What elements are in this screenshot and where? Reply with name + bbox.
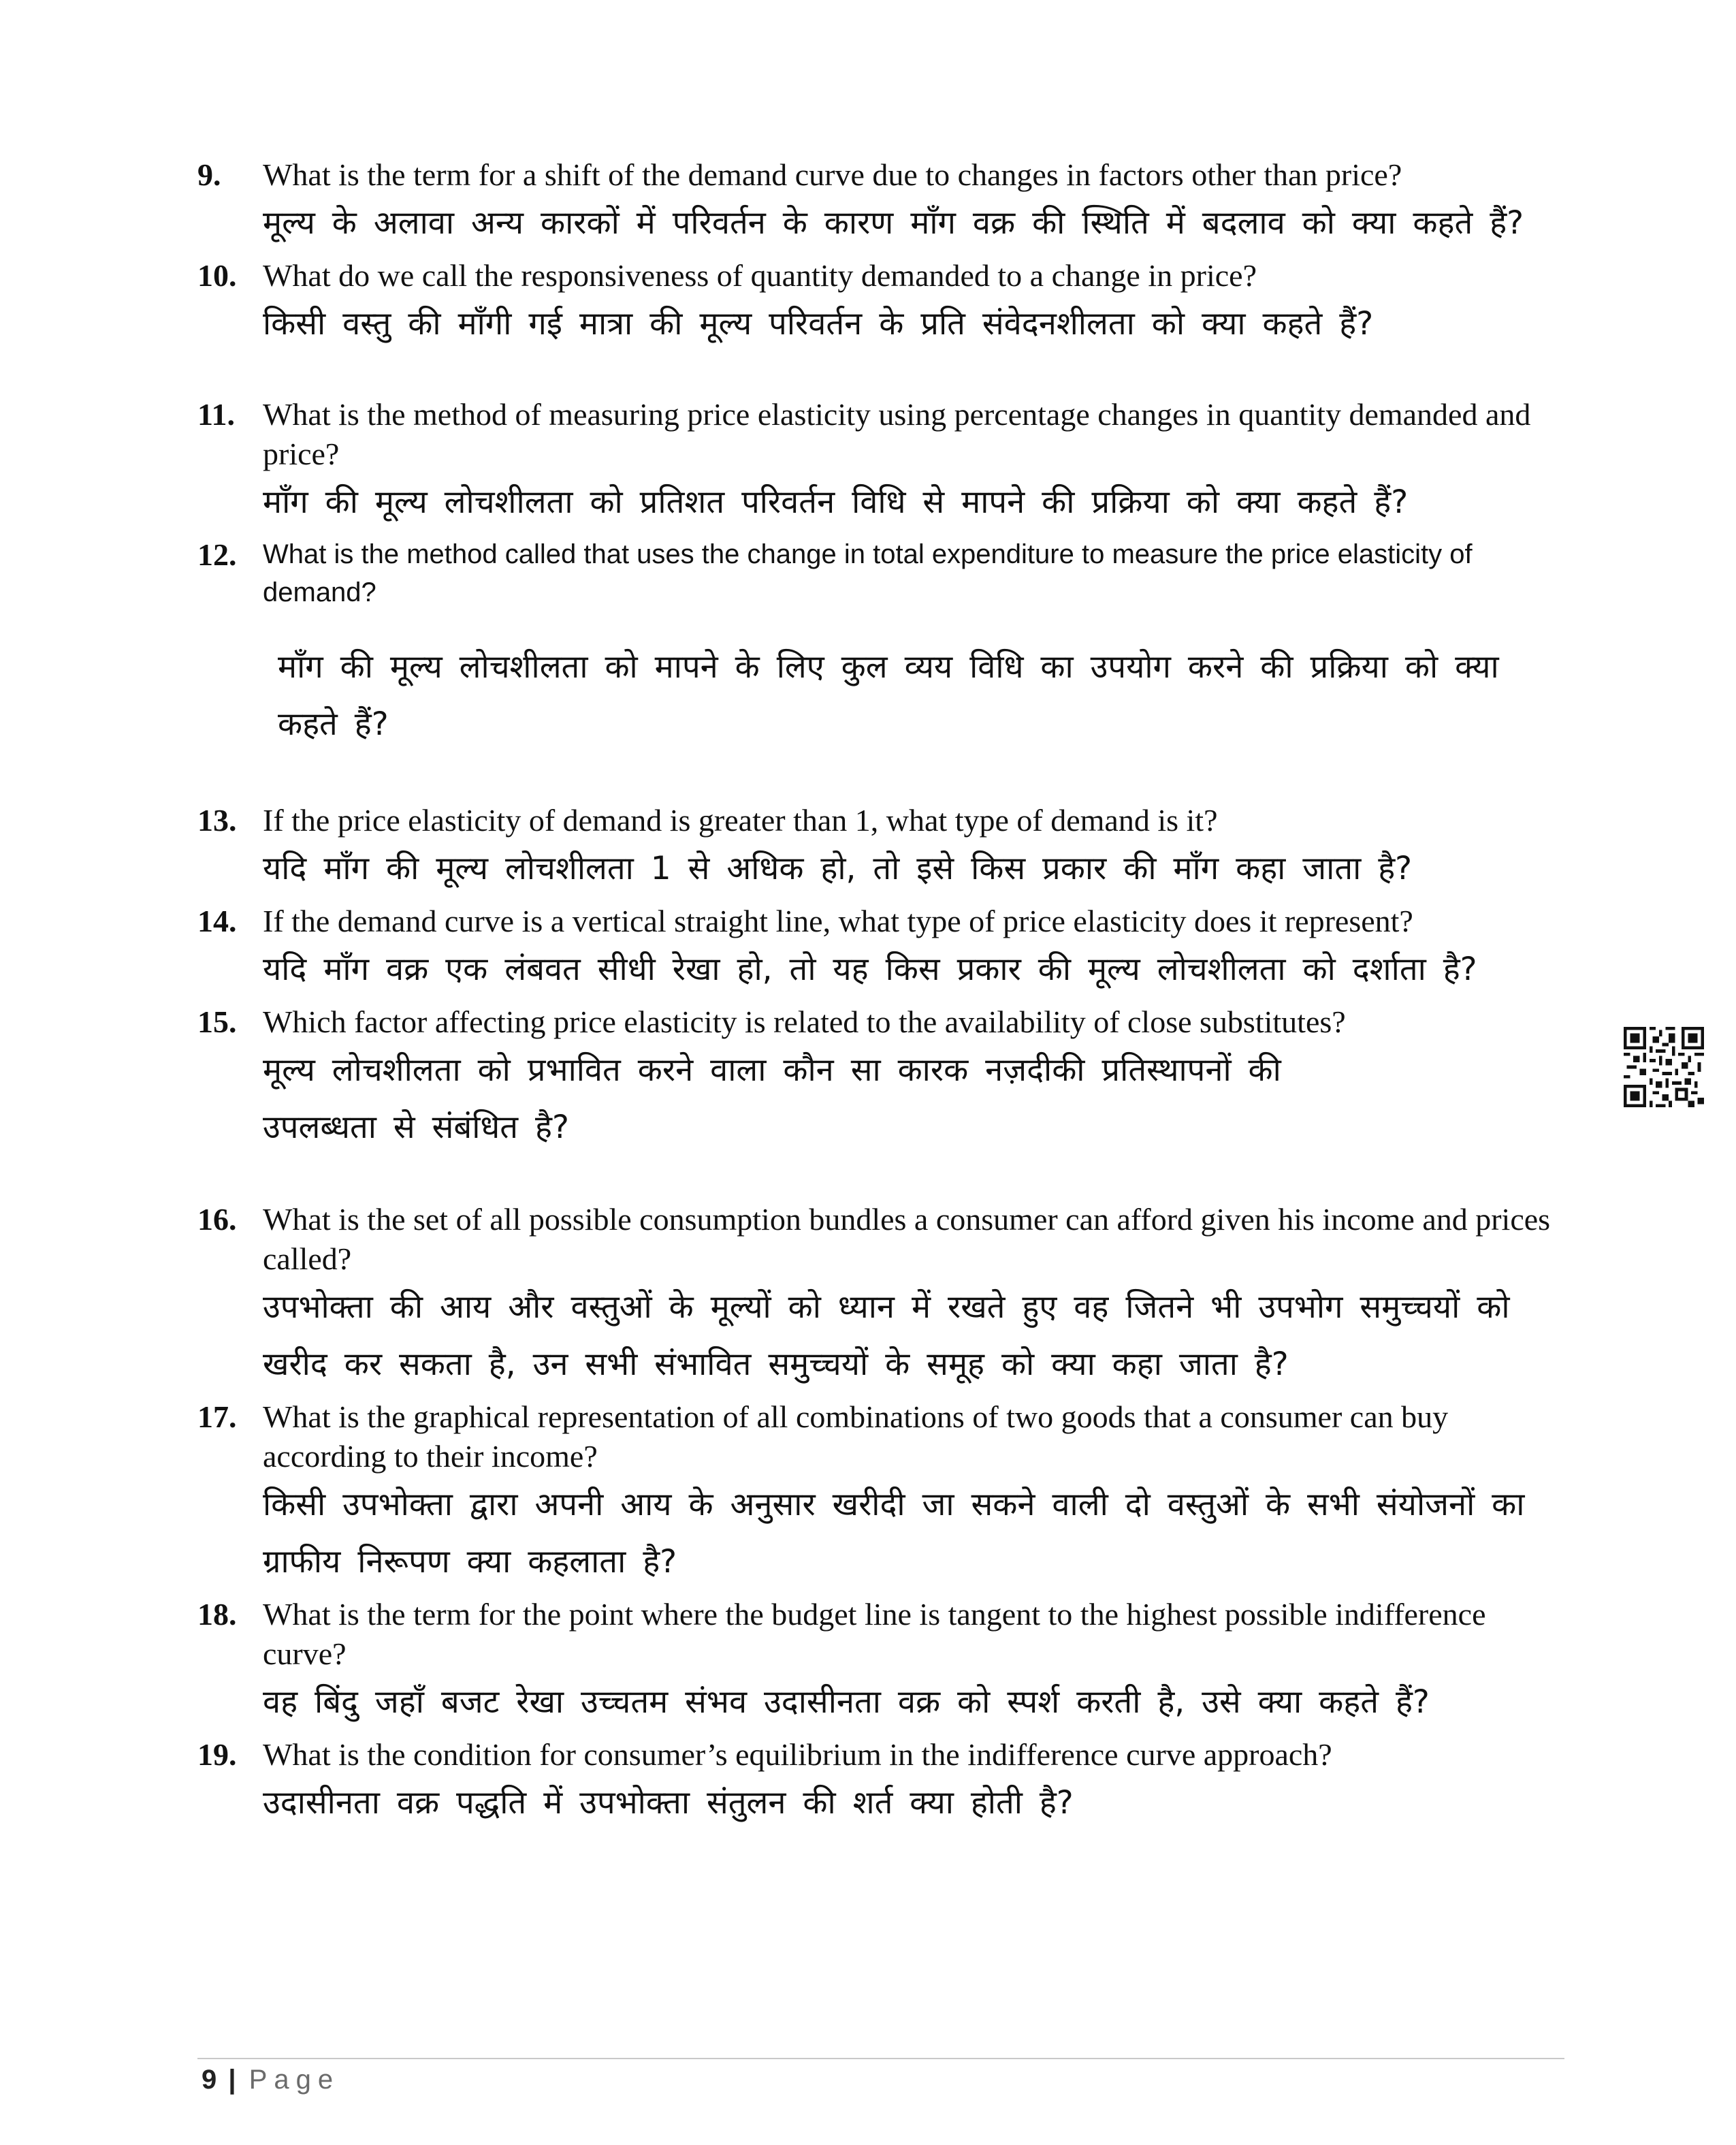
question-17 <box>197 1397 1559 1591</box>
question-text-english: What is the set of all possible consumption bundles a consumer can afford given his income and prices called? <box>263 1202 1551 1276</box>
question-text-hindi: यदि माँग की मूल्य लोचशीलता 1 से अधिक हो, तो इसे किस प्रकार की माँग कहा जाता है? <box>263 850 1413 887</box>
question-14 <box>197 902 1559 998</box>
question-number: 11. <box>197 397 235 432</box>
question-text-hindi: उपभोक्ता की आय और वस्तुओं के मूल्यों को ध्यान में रखते हुए वह जितने भी उपभोग समुच्चयों को खरीद कर सकता है, उन सभी संभावित समुच्चयों के समूह को क्या कहा जाता है? <box>263 1288 1510 1383</box>
question-text-english: Which factor affecting price elasticity is related to the availability of close substitutes? <box>263 1004 1346 1039</box>
question-16 <box>197 1200 1559 1393</box>
question-13 <box>197 801 1559 897</box>
question-text-hindi: मूल्य लोचशीलता को प्रभावित करने वाला कौन सा कारक नज़दीकी प्रतिस्थापनों की उपलब्धता से संबंधित है? <box>263 1051 1281 1146</box>
footer-divider <box>197 2058 1564 2059</box>
question-15 <box>197 1002 1559 1156</box>
page-footer <box>202 2061 340 2099</box>
question-text-hindi: यदि माँग वक्र एक लंबवत सीधी रेखा हो, तो यह किस प्रकार की मूल्य लोचशीलता को दर्शाता है? <box>263 951 1477 988</box>
page-number: 9 <box>202 2065 217 2095</box>
question-text-english: What is the graphical representation of all combinations of two goods that a consumer can buy according to their income? <box>263 1399 1449 1474</box>
question-text-hindi: वह बिंदु जहाँ बजट रेखा उच्चतम संभव उदासीनता वक्र को स्पर्श करती है, उसे क्या कहते हैं? <box>263 1683 1430 1721</box>
qr-code-icon <box>1624 1027 1704 1107</box>
question-text-english: What is the method called that uses the change in total expenditure to measure the price elasticity of demand? <box>263 539 1473 607</box>
question-18 <box>197 1595 1559 1731</box>
question-text-english: What is the method of measuring price elasticity using percentage changes in quantity demanded and price? <box>263 397 1531 471</box>
question-number: 19. <box>197 1737 237 1772</box>
question-text-hindi: माँग की मूल्य लोचशीलता को मापने के लिए कुल व्यय विधि का उपयोग करने की प्रक्रिया को क्या कहते हैं? <box>278 648 1499 743</box>
question-number: 13. <box>197 803 237 838</box>
question-list <box>197 155 1559 1832</box>
question-10 <box>197 256 1559 353</box>
question-text-hindi: मूल्य के अलावा अन्य कारकों में परिवर्तन के कारण माँग वक्र की स्थिति में बदलाव को क्या कहते हैं? <box>263 204 1524 242</box>
question-number: 9. <box>197 157 221 192</box>
question-text-english: What do we call the responsiveness of quantity demanded to a change in price? <box>263 258 1257 293</box>
page-label: Page <box>248 2065 340 2095</box>
question-text-hindi: किसी उपभोक्ता द्वारा अपनी आय के अनुसार खरीदी जा सकने वाली दो वस्तुओं के सभी संयोजनों का ग्राफीय निरूपण क्या कहलाता है? <box>263 1486 1525 1580</box>
question-text-english: What is the condition for consumer’s equilibrium in the indifference curve approach? <box>263 1737 1332 1772</box>
question-number: 10. <box>197 258 237 293</box>
question-number: 15. <box>197 1004 237 1039</box>
question-text-english: If the demand curve is a vertical straight line, what type of price elasticity does it represent? <box>263 904 1413 938</box>
question-number: 17. <box>197 1399 237 1434</box>
question-text-english: If the price elasticity of demand is greater than 1, what type of demand is it? <box>263 803 1218 838</box>
question-number: 18. <box>197 1597 237 1632</box>
question-9 <box>197 155 1559 252</box>
question-11 <box>197 395 1559 531</box>
question-text-english: What is the term for the point where the budget line is tangent to the highest possible indifference curve? <box>263 1597 1486 1671</box>
question-text-hindi: किसी वस्तु की माँगी गई मात्रा की मूल्य परिवर्तन के प्रति संवेदनशीलता को क्या कहते हैं? <box>263 305 1374 343</box>
question-text-hindi: माँग की मूल्य लोचशीलता को प्रतिशत परिवर्तन विधि से मापने की प्रक्रिया को क्या कहते हैं? <box>263 483 1409 521</box>
question-12 <box>197 535 1559 753</box>
question-19 <box>197 1735 1559 1832</box>
question-number: 14. <box>197 904 237 938</box>
footer-separator: | <box>228 2065 236 2095</box>
question-number: 12. <box>197 537 237 572</box>
question-text-hindi: उदासीनता वक्र पद्धति में उपभोक्ता संतुलन की शर्त क्या होती है? <box>263 1784 1074 1822</box>
question-text-english: What is the term for a shift of the demand curve due to changes in factors other than price? <box>263 157 1402 192</box>
question-number: 16. <box>197 1202 237 1237</box>
